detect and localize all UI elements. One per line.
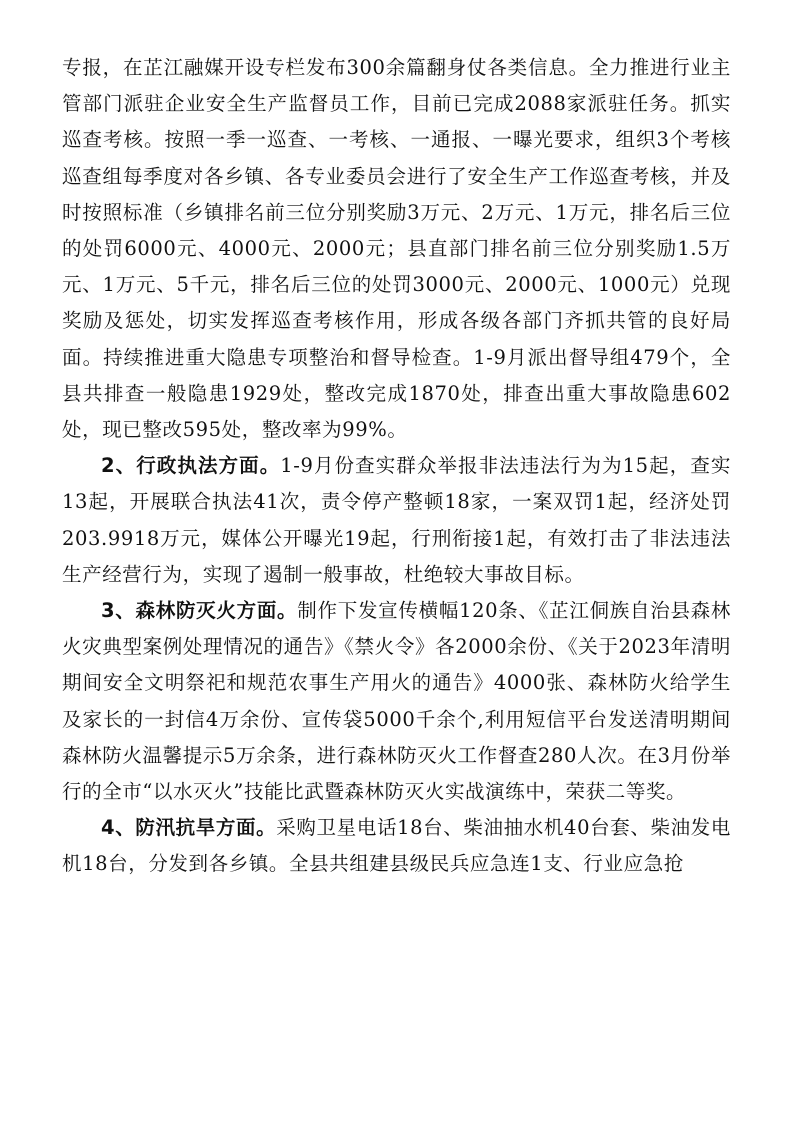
- paragraph-body: 专报，在芷江融媒开设专栏发布300余篇翻身仗各类信息。全力推进行业主管部门派驻企业安全生产监督员工作，目前已完成2088家派驻任务。抓实巡查考核。按照一季一巡查、一考核、一通报、一曝光要求，组织3个考核巡查组每季度对各乡镇、各专业委员会进行了安全生产工作巡查考核，并及时按照标准（乡镇排名前三位分别奖励3万元、2万元、1万元，排名后三位的处罚6000元、4000元、2000元；县直部门排名前三位分别奖励1.5万元、1万元、5千元，排名后三位的处罚3000元、2000元、1000元）兑现奖励及惩处，切实发挥巡查考核作用，形成各级各部门齐抓共管的良好局面。持续推进重大隐患专项整治和督导检查。1-9月派出督导组479个，全县共排查一般隐患1929处，整改完成1870处，排查出重大事故隐患602处，现已整改595处，整改率为99%。: [62, 56, 731, 442]
- paragraph-body: 1-9月份查实群众举报非法违法行为为15起，查实13起，开展联合执法41次，责令停产整顿18家，一案双罚1起，经济处罚203.9918万元，媒体公开曝光19起，行刑衔接1起，有效打击了非法违法生产经营行为，实现了遏制一般事故，杜绝较大事故目标。: [62, 454, 732, 586]
- section-heading: 4、防汛抗旱方面。: [101, 816, 277, 840]
- paragraph-body: 采购卫星电话18台、柴油抽水机40台套、柴油发电机18台，分发到各乡镇。全县共组建县级民兵应急连1支、行业应急抢: [62, 816, 732, 876]
- paragraph-body: 制作下发宣传横幅120条、《芷江侗族自治县森林火灾典型案例处理情况的通告》《禁火令》各2000余份、《关于2023年清明期间安全文明祭祀和规范农事生产用火的通告》4000张、森林防火给学生及家长的一封信4万余份、宣传袋5000千余个,利用短信平台发送清明期间森林防火温馨提示5万余条，进行森林防灭火工作督查280人次。在3月份举行的全市“以水灭火”技能比武暨森林防灭火实战演练中，荣获二等奖。: [62, 599, 731, 804]
- paragraph-forest-fire-prevention: [62, 593, 731, 810]
- section-heading: 2、行政执法方面。: [101, 454, 281, 478]
- paragraph-administrative-enforcement: [62, 448, 731, 593]
- paragraph-flood-drought-control: [62, 810, 731, 882]
- paragraph-safety-inspection: [62, 50, 731, 448]
- section-heading: 3、森林防灭火方面。: [101, 599, 298, 623]
